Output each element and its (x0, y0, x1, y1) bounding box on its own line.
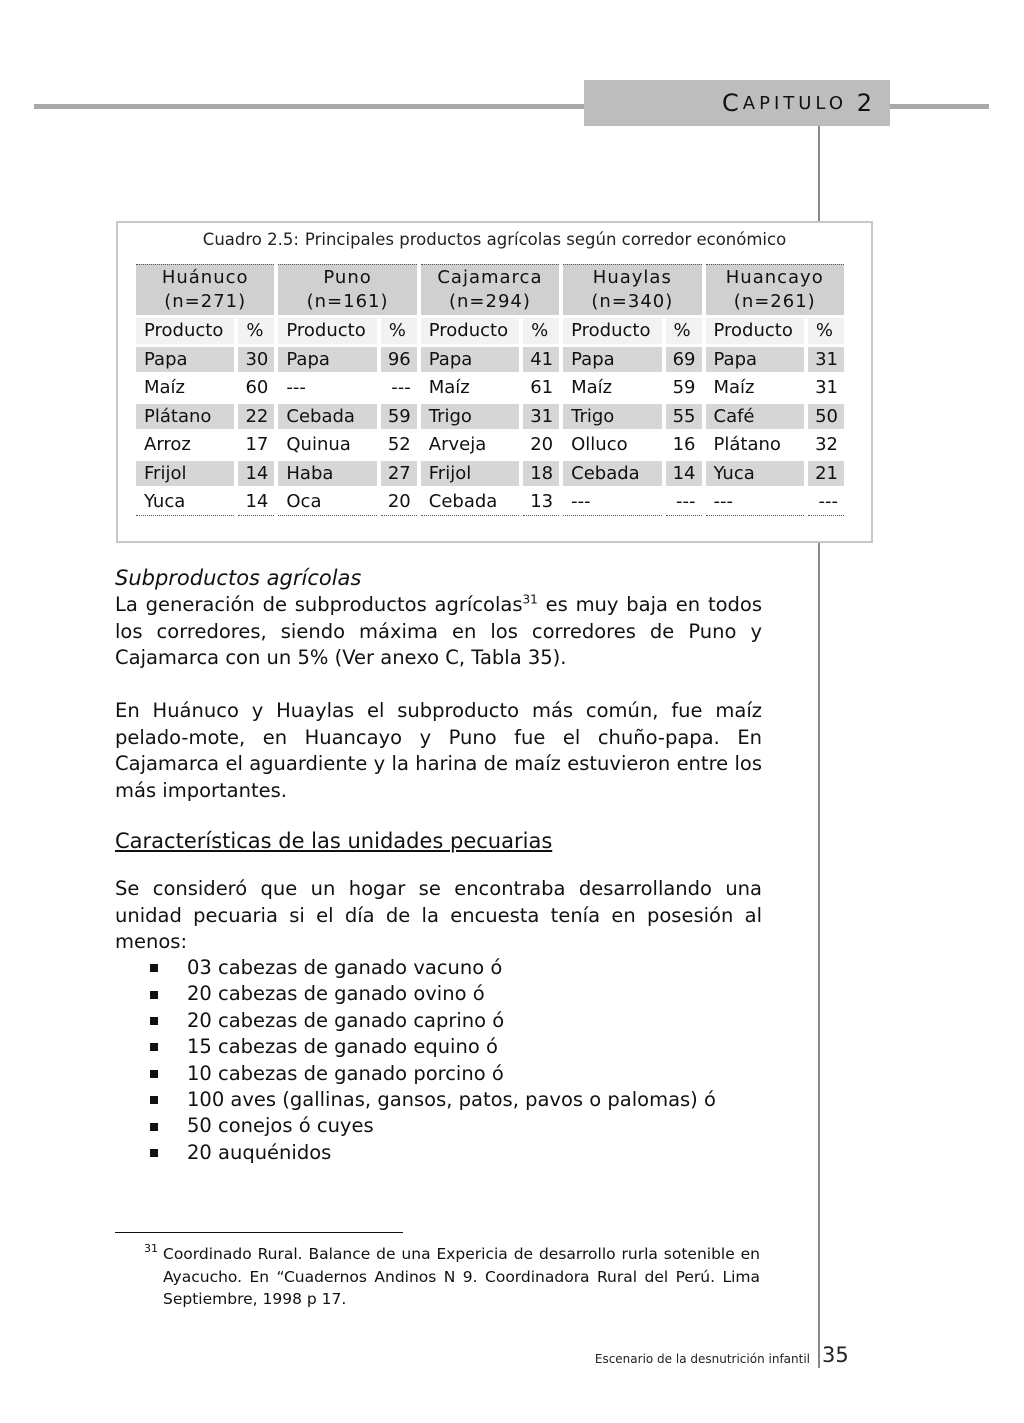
region-header-cell (421, 264, 559, 315)
region-header-cell (563, 264, 701, 315)
list-item (150, 1087, 716, 1113)
table-row (136, 404, 844, 430)
product-cell: Yuca (706, 461, 804, 487)
table-row (136, 375, 844, 401)
percent-cell: 20 (523, 432, 559, 458)
list-item-text: 15 cabezas de ganado equino ó (187, 1035, 498, 1059)
percent-cell: --- (808, 489, 844, 516)
product-cell: Haba (278, 461, 376, 487)
list-item (150, 1061, 716, 1087)
percent-cell: 18 (523, 461, 559, 487)
footnote-number: 31 (144, 1242, 158, 1255)
percent-cell: 21 (808, 461, 844, 487)
list-item-text: 100 aves (gallinas, gansos, patos, pavos o palomas) ó (187, 1087, 716, 1111)
percent-cell: 27 (381, 461, 417, 487)
percent-cell: 14 (666, 461, 702, 487)
running-footer: Escenario de la desnutrición infantil (594, 1352, 810, 1366)
region-sample-size: (n=271) (164, 291, 247, 312)
percent-cell: 52 (381, 432, 417, 458)
list-item-text: 50 conejos ó cuyes (187, 1114, 374, 1138)
region-header-cell (278, 264, 416, 315)
product-cell: Papa (706, 347, 804, 373)
list-item-text: 10 cabezas de ganado porcino ó (187, 1061, 504, 1085)
product-cell: --- (706, 489, 804, 516)
percent-column-header: % (808, 318, 844, 344)
product-cell: Frijol (421, 461, 519, 487)
percent-cell: 55 (666, 404, 702, 430)
table-row (136, 461, 844, 487)
region-name: Huancayo (725, 267, 824, 288)
region-name: Huaylas (592, 267, 672, 288)
page-number: 35 (822, 1343, 849, 1367)
percent-cell: 31 (808, 347, 844, 373)
product-cell: --- (563, 489, 661, 516)
livestock-criteria-list (150, 955, 716, 1166)
footnote-ref[interactable]: 31 (522, 592, 538, 607)
table-row (136, 347, 844, 373)
product-cell: Arveja (421, 432, 519, 458)
list-item (150, 955, 716, 981)
table-subheader-row (136, 318, 844, 344)
percent-cell: 32 (808, 432, 844, 458)
product-cell: Maíz (136, 375, 234, 401)
section-title-livestock: Características de las unidades pecuarias (115, 829, 553, 853)
region-name: Puno (323, 267, 372, 288)
list-item (150, 1113, 716, 1139)
square-bullet-icon (150, 1123, 158, 1131)
product-cell: Frijol (136, 461, 234, 487)
region-header-cell (706, 264, 845, 315)
square-bullet-icon (150, 1017, 158, 1025)
product-cell: Café (706, 404, 804, 430)
product-column-header: Producto (136, 318, 234, 344)
square-bullet-icon (150, 964, 158, 972)
caption-text: Principales productos agrícolas según corredor económico (304, 230, 787, 249)
percent-column-header: % (523, 318, 559, 344)
product-cell: Cebada (421, 489, 519, 516)
product-column-header: Producto (421, 318, 519, 344)
table-row (136, 432, 844, 458)
list-item-text: 20 cabezas de ganado caprino ó (187, 1008, 505, 1032)
product-cell: Maíz (421, 375, 519, 401)
product-cell: Trigo (421, 404, 519, 430)
table-row (136, 489, 844, 516)
product-column-header: Producto (563, 318, 661, 344)
square-bullet-icon (150, 1043, 158, 1051)
percent-cell: 30 (238, 347, 274, 373)
product-cell: Papa (563, 347, 661, 373)
region-name: Huánuco (161, 267, 249, 288)
section-title-subproducts: Subproductos agrícolas (115, 566, 362, 590)
paragraph-text: La generación de subproductos agrícolas (115, 593, 523, 616)
list-item (150, 1140, 716, 1166)
product-cell: Papa (136, 347, 234, 373)
paragraph-subproducts-2: En Huánuco y Huaylas el subproducto más común, fue maíz pelado-mote, en Huancayo y Puno fue el chuño-papa. En Cajamarca el aguardiente y la harina de maíz estuvieron entre los más importantes. (115, 699, 762, 802)
product-column-header: Producto (278, 318, 376, 344)
region-sample-size: (n=261) (733, 291, 816, 312)
product-cell: Plátano (136, 404, 234, 430)
caption-label: Cuadro 2.5: (202, 230, 299, 249)
chapter-word: APITULO (742, 92, 847, 114)
percent-cell: --- (666, 489, 702, 516)
percent-cell: 14 (238, 461, 274, 487)
percent-cell: 69 (666, 347, 702, 373)
product-cell: Arroz (136, 432, 234, 458)
percent-cell: 13 (523, 489, 559, 516)
percent-cell: 17 (238, 432, 274, 458)
footnote-rule (115, 1232, 403, 1233)
paragraph-text: es muy baja en todos los corredores, siendo máxima en los corredores de Puno y Cajamarca con un 5% (Ver anexo C, Tabla 35). (115, 593, 762, 669)
table-caption (116, 230, 873, 249)
percent-cell: 20 (381, 489, 417, 516)
product-cell: Oca (278, 489, 376, 516)
percent-cell: --- (381, 375, 417, 401)
product-cell: Cebada (563, 461, 661, 487)
crops-table (132, 261, 848, 519)
percent-cell: 59 (666, 375, 702, 401)
percent-cell: 22 (238, 404, 274, 430)
square-bullet-icon (150, 1149, 158, 1157)
product-cell: Papa (278, 347, 376, 373)
list-item (150, 1034, 716, 1060)
product-cell: Papa (421, 347, 519, 373)
product-cell: Olluco (563, 432, 661, 458)
product-cell: Maíz (706, 375, 804, 401)
chapter-first-letter: C (722, 89, 743, 117)
footnote (144, 1243, 760, 1311)
paragraph-subproducts (115, 592, 762, 672)
region-sample-size: (n=340) (591, 291, 674, 312)
product-cell: Cebada (278, 404, 376, 430)
footnote-text: Coordinado Rural. Balance de una Expericia de desarrollo rurla sotenible en Ayacucho. En “Cuadernos Andinos N 9. Coordinadora Rural del Perú. Lima Septiembre, 1998 p 17. (163, 1245, 760, 1308)
percent-cell: 14 (238, 489, 274, 516)
chapter-label (584, 80, 890, 126)
percent-cell: 31 (808, 375, 844, 401)
paragraph-livestock: Se consideró que un hogar se encontraba desarrollando una unidad pecuaria si el día de la encuesta tenía en posesión al menos: (115, 877, 762, 953)
percent-cell: 60 (238, 375, 274, 401)
product-cell: Plátano (706, 432, 804, 458)
square-bullet-icon (150, 1070, 158, 1078)
percent-cell: 16 (666, 432, 702, 458)
list-item-text: 20 cabezas de ganado ovino ó (187, 982, 485, 1006)
percent-cell: 41 (523, 347, 559, 373)
percent-cell: 31 (523, 404, 559, 430)
product-cell: Quinua (278, 432, 376, 458)
product-cell: --- (278, 375, 376, 401)
region-header-cell (136, 264, 274, 315)
list-item-text: 20 auquénidos (187, 1140, 332, 1164)
percent-cell: 96 (381, 347, 417, 373)
percent-cell: 50 (808, 404, 844, 430)
product-cell: Trigo (563, 404, 661, 430)
square-bullet-icon (150, 991, 158, 999)
margin-rule-top (818, 126, 820, 222)
percent-column-header: % (238, 318, 274, 344)
margin-rule (818, 543, 820, 1368)
list-item (150, 1008, 716, 1034)
chapter-number: 2 (856, 89, 876, 117)
region-sample-size: (n=294) (448, 291, 531, 312)
percent-column-header: % (381, 318, 417, 344)
percent-cell: 61 (523, 375, 559, 401)
region-name: Cajamarca (437, 267, 543, 288)
product-cell: Maíz (563, 375, 661, 401)
percent-cell: 59 (381, 404, 417, 430)
table-header-row (136, 264, 844, 315)
percent-column-header: % (666, 318, 702, 344)
product-column-header: Producto (706, 318, 804, 344)
square-bullet-icon (150, 1096, 158, 1104)
product-cell: Yuca (136, 489, 234, 516)
list-item (150, 981, 716, 1007)
region-sample-size: (n=161) (306, 291, 389, 312)
list-item-text: 03 cabezas de ganado vacuno ó (187, 956, 503, 979)
